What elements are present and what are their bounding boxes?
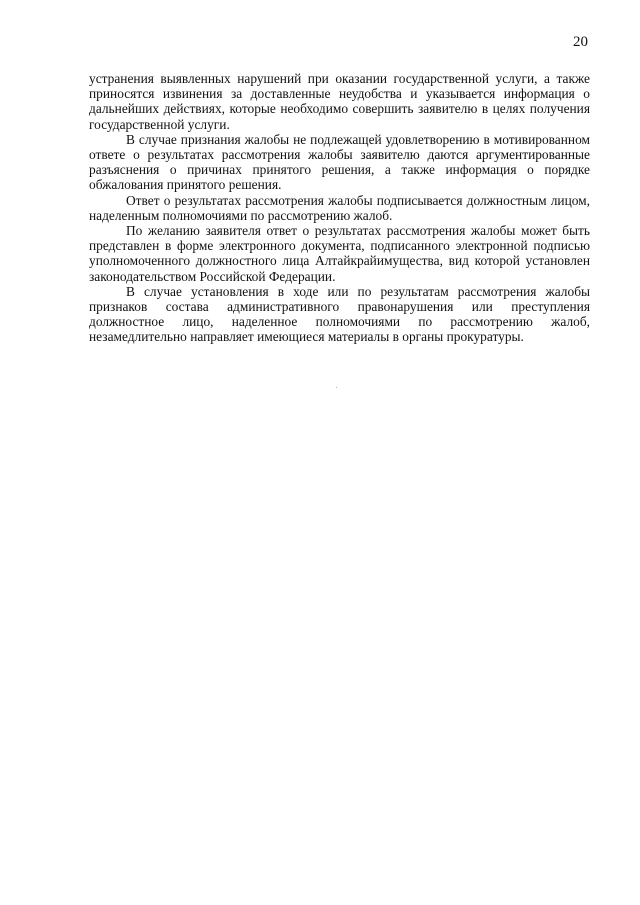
paragraph-prosecutor-referral: В случае установления в ходе или по результатам рассмотрения жалобы признаков состава административного правонарушения или преступления должностное лицо, наделенное полномочиями по рассмотрению жалоб, незамедлительно направляет имеющиеся материалы в органы прокуратуры. [89,283,590,345]
scan-speck [336,387,337,388]
paragraph-electronic-response: По желанию заявителя ответ о результатах рассмотрения жалобы может быть представлен в форме электронного документа, подписанного электронной подписью уполномоченного должностного лица Алтайкрайимущества, вид которой установлен законодательством Российской Федерации. [89,223,590,284]
paragraph-continuation: устранения выявленных нарушений при оказании государственной услуги, а также приносятся извинения за доставленные неудобства и указывается информация о дальнейших действиях, которые необходимо совершить заявителю в целях получения государственной услуги. [89,71,590,132]
page-number: 20 [573,34,588,50]
document-body [89,71,590,345]
paragraph-response-signature: Ответ о результатах рассмотрения жалобы подписывается должностным лицом, наделенным полномочиями по рассмотрению жалоб. [89,192,590,223]
paragraph-refusal-response: В случае признания жалобы не подлежащей удовлетворению в мотивированном ответе о результатах рассмотрения жалобы заявителю даются аргументированные разъяснения о причинах принятого решения, а также информация о порядке обжалования принятого решения. [89,131,590,193]
